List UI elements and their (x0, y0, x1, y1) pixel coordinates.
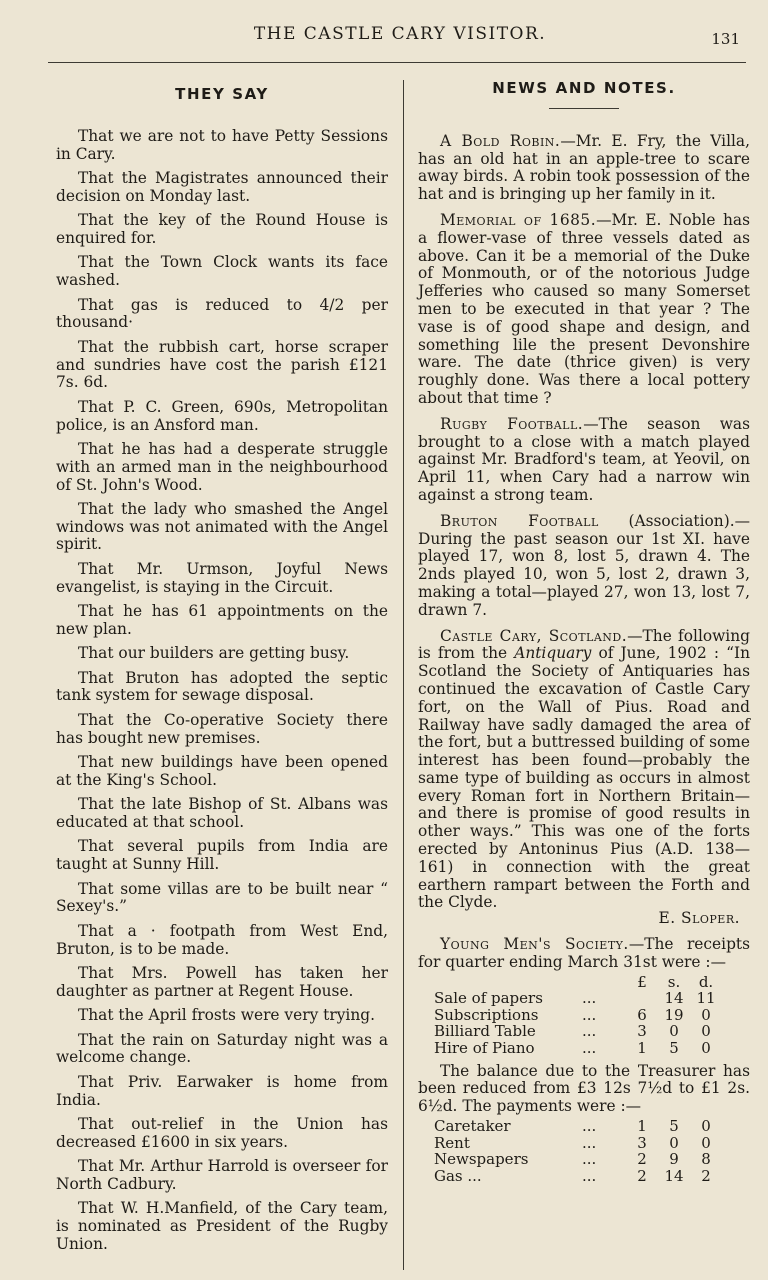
article-body: —Mr. E. Fry, the Villa, has an old hat in an apple-tree to scare away birds. A robin took possession of the hat and is bringing up her family in it. (418, 131, 750, 204)
they-say-item: That the rain on Saturday night was a welcome change. (56, 1030, 388, 1067)
shillings-header: s. (667, 972, 681, 991)
article-body: of June, 1902 : “In Scotland the Society of Antiquaries has continued the excavation of Castle Cary fort, on the Wall of Pius. Road and Railway have sadly damaged the area of the fort, but a buttressed building of some interest has been found—probably the same type of building as occurs in almost every Roman fort in Northern Britain—and there is promise of good results in other ways.” This was one of the forts erected by Antoninus Pius (A.D. 138—161) in connection with the great earthern rampart between the Forth and the Clyde. (418, 644, 750, 912)
article-heading: Bruton Football (440, 511, 599, 530)
article-heading: Memorial of 1685. (440, 210, 597, 229)
article-italic-title: Antiquary (514, 644, 592, 663)
running-header (0, 22, 768, 52)
they-say-item: That the rubbish cart, horse scraper and sundries have cost the parish £121 7s. 6d. (56, 337, 388, 392)
news-article (418, 416, 750, 505)
they-say-item: That Mr. Urmson, Joyful News evangelist, is staying in the Circuit. (56, 559, 388, 596)
table-row: Rent ... 3 0 0 (434, 1133, 711, 1152)
article-body: —Mr. E. Noble has a flower-vase of three vessels dated as above. Can it be a memorial of the Duke of Monmouth, or of the notorious Judge Jefferies who caused so many Somerset men to be executed in that year ? The vase is of good shape and design, and something lile the present Devonshire ware. The date (thrice given) is very roughly done. Was there a local pottery about that time ? (418, 210, 750, 407)
they-say-column (56, 80, 388, 1260)
article-body: (Association).—During the past season our 1st XI. have played 17, won 8, lost 5, drawn 4. The 2nds played 10, won 5, lost 2, drawn 3, making a total—played 27, won 13, lost 7, drawn 7. (418, 511, 750, 619)
article-body: —The following is from the (418, 626, 750, 663)
they-say-item: That the key of the Round House is enquired for. (56, 211, 388, 247)
they-say-item: That the Town Clock wants its face washed. (56, 253, 388, 290)
they-say-item: That Mrs. Powell has taken her daughter as partner at Regent House. (56, 963, 388, 1000)
they-say-item: That P. C. Green, 690s, Metropolitan police, is an Ansford man. (56, 397, 388, 434)
they-say-item: That the April frosts were very trying. (78, 1006, 375, 1025)
publication-title: THE CASTLE CARY VISITOR. (253, 24, 547, 44)
they-say-item: That the Magistrates announced their decision on Monday last. (56, 168, 388, 205)
they-say-item: That Priv. Earwaker is home from India. (56, 1072, 388, 1109)
they-say-item: That new buildings have been opened at the King's School. (56, 753, 388, 789)
column-divider (403, 80, 404, 1270)
table-row: Gas ... ... 2 14 2 (434, 1166, 711, 1185)
they-say-item: That he has had a desperate struggle with an armed man in the neighbourhood of St. John's Wood. (56, 439, 388, 494)
they-say-item: That he has 61 appointments on the new plan. (56, 602, 388, 638)
they-say-item: That our builders are getting busy. (78, 644, 350, 663)
article-heading: Young Men's Society. (440, 935, 629, 954)
article-signature: E. Sloper. (658, 909, 740, 928)
news-and-notes-column (418, 80, 750, 1190)
they-say-item: That several pupils from India are taught at Sunny Hill. (56, 837, 388, 874)
article-heading: Castle Cary, Scotland. (440, 626, 628, 645)
news-and-notes-title: NEWS AND NOTES. (492, 79, 676, 97)
table-row: Billiard Table ... 3 0 0 (434, 1022, 711, 1041)
article-body: —The season was brought to a close with a match played against Mr. Bradford's team, at Yeovil, on April 11, when Cary had a narrow win against a strong team. (418, 414, 750, 504)
they-say-item: That W. H.Manfield, of the Cary team, is nominated as President of the Rugby Union. (56, 1199, 388, 1253)
receipts-table (430, 974, 722, 1057)
pounds-header: £ (637, 972, 647, 991)
they-say-item: That Mr. Arthur Harrold is overseer for North Cadbury. (56, 1157, 388, 1193)
society-report (418, 936, 750, 972)
currency-header-row (430, 974, 722, 991)
pence-header: d. (698, 972, 714, 991)
table-row: Hire of Piano ... 1 5 0 (434, 1039, 711, 1058)
payments-table (430, 1118, 722, 1184)
title-underline (549, 108, 619, 109)
they-say-item: That the lady who smashed the Angel windows was not animated with the Angel spirit. (56, 499, 388, 554)
they-say-item: That a · footpath from West End, Bruton, is to be made. (56, 921, 388, 958)
they-say-item: That some villas are to be built near “ Sexey's.” (56, 879, 388, 916)
news-article (418, 212, 750, 408)
article-heading: A Bold Robin. (440, 131, 561, 150)
page-number: 131 (711, 30, 740, 48)
they-say-item: That Bruton has adopted the septic tank system for sewage disposal. (56, 668, 388, 705)
they-say-item: That gas is reduced to 4/2 per thousand· (56, 295, 388, 332)
table-row: Newspapers ... 2 9 8 (434, 1150, 711, 1169)
article-heading: Rugby Football. (440, 414, 584, 433)
news-article (418, 133, 750, 204)
article-body: —The receipts for quarter ending March 31st were :— (418, 935, 750, 971)
they-say-item: That the late Bishop of St. Albans was educated at that school. (56, 795, 388, 831)
they-say-item: That the Co-operative Society there has bought new premises. (56, 710, 388, 747)
they-say-item: That we are not to have Petty Sessions in Cary. (56, 126, 388, 163)
table-row: Caretaker ... 1 5 0 (434, 1117, 711, 1136)
table-row: Sale of papers ... 14 11 (434, 989, 716, 1008)
they-say-item: That out-relief in the Union has decreased £1600 in six years. (56, 1114, 388, 1151)
they-say-title: THEY SAY (175, 85, 269, 103)
table-row: Subscriptions ... 6 19 0 (434, 1005, 711, 1024)
balance-paragraph: The balance due to the Treasurer has been reduced from £3 12s 7½d to £1 2s. 6½d. The payments were :— (418, 1061, 750, 1116)
news-article (418, 628, 750, 913)
header-rule (48, 62, 746, 63)
news-article (418, 513, 750, 620)
